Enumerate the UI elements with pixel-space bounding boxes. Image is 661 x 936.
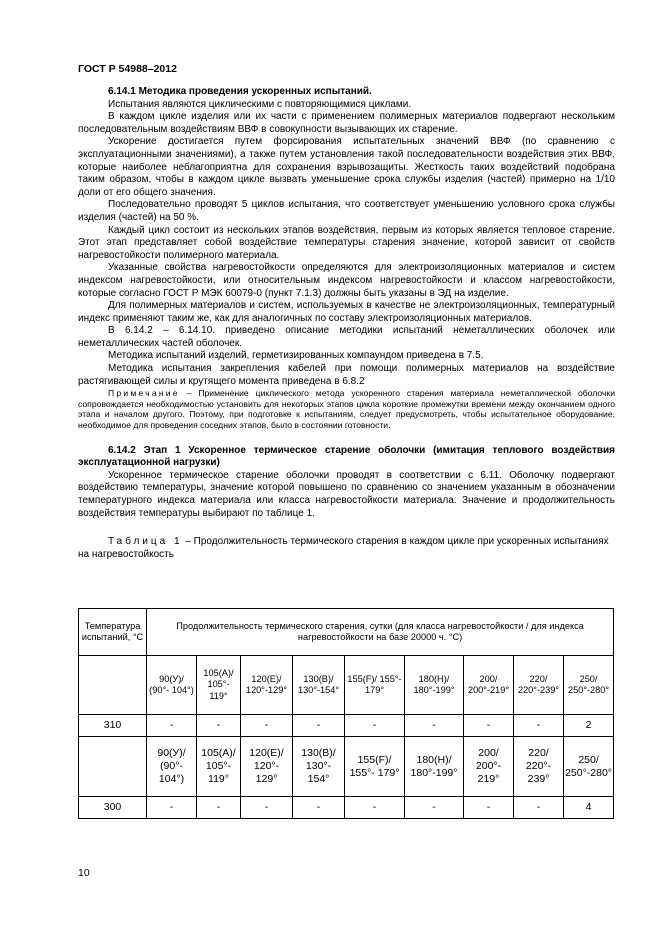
note (78, 388, 615, 430)
duration-header: Продолжительность термического старения, сутки (для класса нагревостойкости / для индекса нагревостойкости на базе 20000 ч. °С) (147, 609, 614, 656)
table-cell: - (197, 797, 241, 819)
table-cell: 200/ 200°-219° (464, 656, 514, 715)
table-caption-text: – Продолжительность термического старения в каждом цикле при ускоренных испытаниях на нагревостойкость (78, 536, 609, 560)
table-cell: 90(У)/ (90°- 104°) (147, 737, 197, 797)
table-cell: 250/ 250°-280° (564, 737, 614, 797)
table-cell: 220/ 220°- 239° (514, 737, 564, 797)
table-cell: - (147, 797, 197, 819)
table-cell: 120(Е)/ 120°- 129° (241, 737, 293, 797)
table-row (79, 797, 614, 819)
table-cell: - (345, 797, 405, 819)
note-label: Примечание (108, 388, 180, 399)
table-cell: - (514, 797, 564, 819)
table-cell: 120(Е)/ 120°-129° (241, 656, 293, 715)
paragraph: Последовательно проводят 5 циклов испытания, что соответствует уменьшению условного срока службы изделия (частей) на 50 %. (78, 199, 615, 223)
paragraph: Методика испытания закрепления кабелей при помощи полимерных материалов на воздействие растягивающей силы и крутящего момента приведена в 6.8.2 (78, 363, 615, 387)
aging-duration-table (78, 608, 614, 819)
table-cell: 300 (79, 797, 147, 819)
table-cell: 2 (564, 715, 614, 737)
table-cell: - (464, 797, 514, 819)
document-code: ГОСТ Р 54988–2012 (78, 63, 177, 75)
paragraph: В 6.14.2 – 6.14.10. приведено описание методики испытаний неметаллических оболочек или неметаллических частей оболочек. (78, 325, 615, 349)
paragraph: Каждый цикл состоит из нескольких этапов воздействия, первым из которых является тепловое старение. Этот этап представляет собой воздействие температуры старения значение, которой зависит от свойств нагревостойкости полимерного материала. (78, 224, 615, 261)
table-cell (79, 656, 147, 715)
main-content (78, 86, 615, 561)
table-cell: 4 (564, 797, 614, 819)
note-text: – Применение циклического метода ускоренного старения материала неметаллической оболочки сопровождается необходимостью установить для некоторых этапов цикла короткие промежутки времени между окончанием одного этапа и началом другого. Поэтому, при подготовке к испытаниям, следует предусмотреть, чтобы испытательное оборудование, необходимое для проведения соседних этапов, было в состоянии готовности. (78, 388, 615, 431)
paragraph: Для полимерных материалов и систем, используемых в качестве не электроизоляционных, температурный индекс применяют таким же, как для аналогичных по составу электроизоляционных материалов. (78, 300, 615, 324)
table-cell: - (241, 715, 293, 737)
paragraph: Ускоренное термическое старение оболочки проводят в соответствии с 6.11. Оболочку подвергают воздействию температуры, значение которой повышено по сравнению со значением указанным в обозначении температурного индекса материала или класса нагревостойкости материала. Значение и продолжительность воздействия температуры выбирают по таблице 1. (78, 469, 615, 519)
table-row (79, 715, 614, 737)
table-cell: 200/ 200°- 219° (464, 737, 514, 797)
table-cell: - (464, 715, 514, 737)
table-cell: 105(А)/ 105°- 119° (197, 737, 241, 797)
table-cell: - (147, 715, 197, 737)
table-cell: 180(Н)/ 180°-199° (405, 737, 464, 797)
table-cell: 90(У)/ (90°- 104°) (147, 656, 197, 715)
section-heading: 6.14.1 Методика проведения ускоренных испытаний. (108, 86, 372, 97)
paragraph: Методика испытаний изделий, герметизированных компаундом приведена в 7.5. (108, 350, 484, 362)
page-number: 10 (78, 867, 90, 879)
paragraph: Ускорение достигается путем форсирования испытательных значений ВВФ (по сравнению с эксплуатационными значениями), а также путем установления такой последовательности воздействия этих ВВФ, которые наиболее неблагоприятна для сохранения взрывозащиты. Жесткость таких воздействий подобрана таким образом, чтобы в каждом цикле вызвать уменьшение срока службы изделия (частей) примерно на 1/10 доли от его общего значения. (78, 136, 615, 198)
table-cell: 250/ 250°-280° (564, 656, 614, 715)
table-cell: 130(В)/ 130°-154° (293, 656, 345, 715)
paragraph: В каждом цикле изделия или их части с применением полимерных материалов подвергают нескольким последовательным воздействиям ВВФ в совокупности вызывающих их старение. (78, 111, 615, 135)
table-cell: 310 (79, 715, 147, 737)
table-cell: 220/ 220°-239° (514, 656, 564, 715)
table-caption-label: Таблица 1 (108, 536, 183, 548)
table-cell: - (514, 715, 564, 737)
table-cell: - (405, 797, 464, 819)
table-header-row (79, 609, 614, 656)
table-cell: 155(F)/ 155°- 179° (345, 737, 405, 797)
spacer (78, 431, 615, 445)
table-cell: - (405, 715, 464, 737)
table-row (79, 737, 614, 797)
paragraph: Испытания являются циклическими с повторяющимися циклами. (108, 98, 412, 110)
table-cell: 105(А)/ 105°- 119° (197, 656, 241, 715)
section-heading: 6.14.2 Этап 1 Ускоренное термическое старение оболочки (имитация теплового воздействия эксплуатационной нагрузки) (78, 444, 615, 469)
table-row (79, 656, 614, 715)
paragraph: Указанные свойства нагревостойкости определяются для электроизоляционных материалов и систем индексом нагревостойкости, или относительным индексом нагревостойкости и классом нагревостойкости, которые согласно ГОСТ Р МЭК 60079-0 (пункт 7.1.3) должны быть указаны в ЭД на изделие. (78, 262, 615, 299)
table-cell (79, 737, 147, 797)
table-cell: - (197, 715, 241, 737)
temperature-header: Температура испытаний, °С (79, 609, 147, 656)
spacer (78, 520, 615, 536)
table-cell: - (293, 797, 345, 819)
table-cell: - (241, 797, 293, 819)
table-cell: - (293, 715, 345, 737)
table-cell: 155(F)/ 155°- 179° (345, 656, 405, 715)
table-cell: 180(Н)/ 180°-199° (405, 656, 464, 715)
table-caption (78, 536, 615, 561)
table-cell: - (345, 715, 405, 737)
table-cell: 130(В)/ 130°- 154° (293, 737, 345, 797)
